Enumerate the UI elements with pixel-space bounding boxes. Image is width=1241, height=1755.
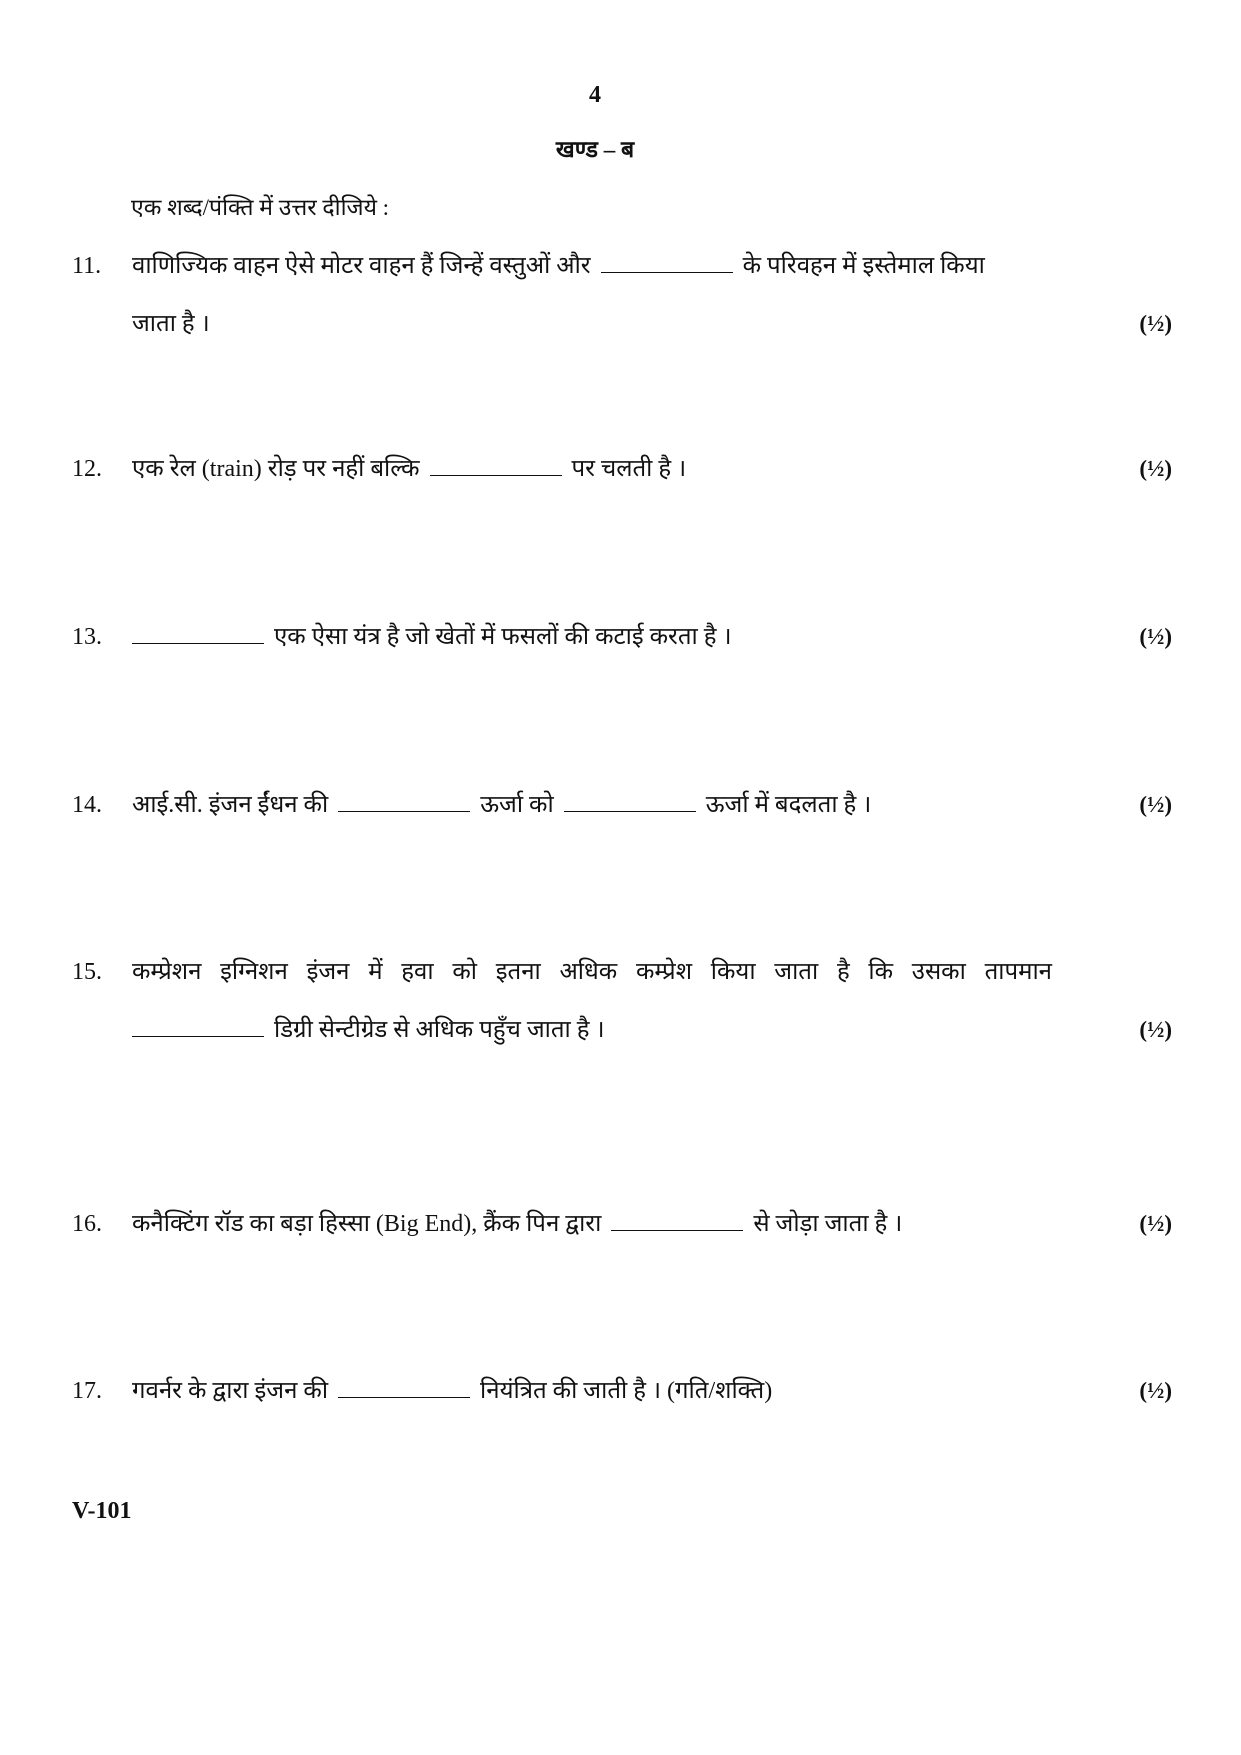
answer-blank xyxy=(430,455,562,476)
question-text: कनैक्टिंग रॉड का बड़ा हिस्सा (Big End), क्रैंक पिन द्वारा से जोड़ा जाता है । xyxy=(132,1211,903,1237)
footer-code: V-101 xyxy=(72,1498,132,1524)
question-16 xyxy=(72,1206,1172,1264)
marks-label: (½) xyxy=(1139,1017,1172,1042)
question-text: एक ऐसा यंत्र है जो खेतों में फसलों की कटाई करता है । xyxy=(132,619,1052,652)
marks-label: (½) xyxy=(1139,311,1172,336)
question-12 xyxy=(72,451,1172,509)
question-number: 15. xyxy=(72,959,102,985)
question-number: 12. xyxy=(72,456,102,482)
answer-blank xyxy=(564,791,696,812)
question-text: वाणिज्यिक वाहन ऐसे मोटर वाहन हैं जिन्हें वस्तुओं और के परिवहन में इस्तेमाल किया xyxy=(132,253,985,279)
question-text: गवर्नर के द्वारा इंजन की नियंत्रित की जाती है । (गति/शक्ति) xyxy=(132,1378,773,1404)
question-14 xyxy=(72,787,1172,845)
question-text: एक रेल (train) रोड़ पर नहीं बल्कि पर चलती है । xyxy=(132,456,687,482)
marks-label: (½) xyxy=(1139,624,1172,649)
question-text: आई.सी. इंजन ईंधन की ऊर्जा को ऊर्जा में बदलता है । xyxy=(132,792,872,818)
marks-label: (½) xyxy=(1139,1378,1172,1403)
question-number: 17. xyxy=(72,1378,102,1404)
question-11 xyxy=(72,248,1172,339)
question-text-continued: जाता है । xyxy=(132,311,210,337)
question-number: 16. xyxy=(72,1211,102,1237)
section-title: खण्ड – ब xyxy=(555,137,635,162)
question-number: 11. xyxy=(72,253,102,279)
answer-blank xyxy=(601,252,733,273)
answer-blank xyxy=(611,1210,743,1231)
question-text-continued: डिग्री सेन्टीग्रेड से अधिक पहुँच जाता है । xyxy=(132,1012,1052,1045)
question-text: कम्प्रेशन इग्निशन इंजन में हवा को इतना अधिक कम्प्रेश किया जाता है कि उसका तापमान xyxy=(132,959,1052,985)
question-number: 14. xyxy=(72,792,102,818)
instruction: एक शब्द/पंक्ति में उत्तर दीजिये : xyxy=(131,195,390,220)
answer-blank xyxy=(338,791,470,812)
question-number: 13. xyxy=(72,624,102,650)
marks-label: (½) xyxy=(1139,1211,1172,1236)
marks-label: (½) xyxy=(1139,792,1172,817)
question-13 xyxy=(72,619,1172,677)
marks-label: (½) xyxy=(1139,456,1172,481)
page-number: 4 xyxy=(589,82,601,108)
answer-blank xyxy=(132,1016,264,1037)
answer-blank xyxy=(338,1377,470,1398)
answer-blank xyxy=(132,623,264,644)
question-15 xyxy=(72,954,1172,1045)
question-17 xyxy=(72,1373,1172,1431)
